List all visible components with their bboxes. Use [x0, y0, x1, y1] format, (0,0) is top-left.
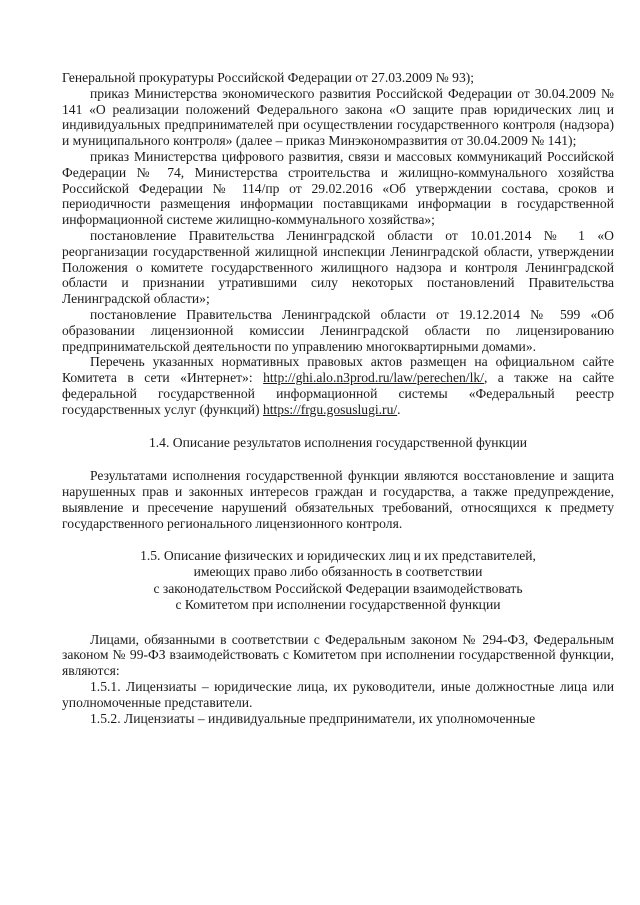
acts-list-text-2: , а также на сайте федеральной государственной информационной системы «Федеральный реестр государственных услуг (функций)	[62, 370, 614, 417]
section-heading-1-5-line-4: с Комитетом при исполнении государственной функции	[175, 597, 501, 613]
section-heading-1-5-line-3: с законодательством Российской Федерации взаимодействовать	[153, 580, 523, 596]
paragraph-digital-ministry-order: приказ Министерства цифрового развития, связи и массовых коммуникаций Российской Федерации № 74, Министерства строительства и жилищно-коммунального хозяйства Российской Федерации № 114/пр от 29.02.2016 «Об утверждении состава, сроков и периодичности размещения информации поставщиками информации в государственной информационной системе жилищно-коммунального хозяйства»;	[62, 148, 614, 228]
acts-list-text-3: .	[397, 401, 401, 417]
section-heading-1-4: 1.4. Описание результатов исполнения государственной функции	[148, 434, 528, 450]
paragraph-prosecutor-order: Генеральной прокуратуры Российской Федерации от 27.03.2009 № 93);	[62, 70, 475, 85]
acts-list-text-1: Перечень указанных нормативных правовых актов размещен на официальном сайте Комитета в сети «Интернет»:	[62, 354, 614, 386]
document-page	[62, 70, 614, 726]
paragraph-obliged-persons: Лицами, обязанными в соответствии с Федеральным законом № 294-ФЗ, Федеральным законом № 99-ФЗ взаимодействовать с Комитетом при исполнении государственной функции, являются:	[62, 631, 614, 679]
section-heading-1-5	[62, 548, 614, 614]
paragraph-1-5-2-licensees-individual: 1.5.2. Лицензиаты – индивидуальные предприниматели, их уполномоченные	[90, 710, 536, 726]
section-heading-1-5-line-2: имеющих право либо обязанность в соответствии	[193, 564, 483, 580]
paragraph-function-results: Результатами исполнения государственной функции являются восстановление и защита нарушенных прав и законных интересов граждан и государства, а также предупреждение, выявление и пресечение нарушений обязательных требований, относящихся к предмету государственного регионального лицензионного контроля.	[62, 468, 614, 531]
paragraph-acts-list-location	[62, 354, 614, 417]
committee-law-list-link[interactable]: http://ghi.alo.n3prod.ru/law/perechen/lk/	[263, 370, 484, 386]
frgu-gosuslugi-link[interactable]: https://frgu.gosuslugi.ru/	[262, 401, 398, 417]
section-heading-1-5-line-1: 1.5. Описание физических и юридических лиц и их представителей,	[140, 547, 536, 563]
paragraph-economic-ministry-order: приказ Министерства экономического развития Российской Федерации от 30.04.2009 № 141 «О реализации положений Федерального закона «О защите прав юридических лиц и индивидуальных предпринимателей при осуществлении государственного контроля (надзора) и муниципального контроля» (далее – приказ Минэкономразвития от 30.04.2009 № 141);	[62, 85, 614, 149]
paragraph-resolution-2014-599: постановление Правительства Ленинградской области от 19.12.2014 № 599 «Об образовании лицензионной комиссии Ленинградской области по лицензированию предпринимательской деятельности по управлению многоквартирными домами».	[62, 306, 614, 354]
paragraph-resolution-2014-1: постановление Правительства Ленинградской области от 10.01.2014 № 1 «О реорганизации государственной жилищной инспекции Ленинградской области, утверждении Положения о комитете государственного жилищного надзора и контроля Ленинградской области и признании утратившими силу некоторых постановлений Правительства Ленинградской области»;	[62, 227, 614, 307]
paragraph-1-5-1-licensees-legal: 1.5.1. Лицензиаты – юридические лица, их руководители, иные должностные лица или уполномоченные представители.	[62, 678, 614, 710]
